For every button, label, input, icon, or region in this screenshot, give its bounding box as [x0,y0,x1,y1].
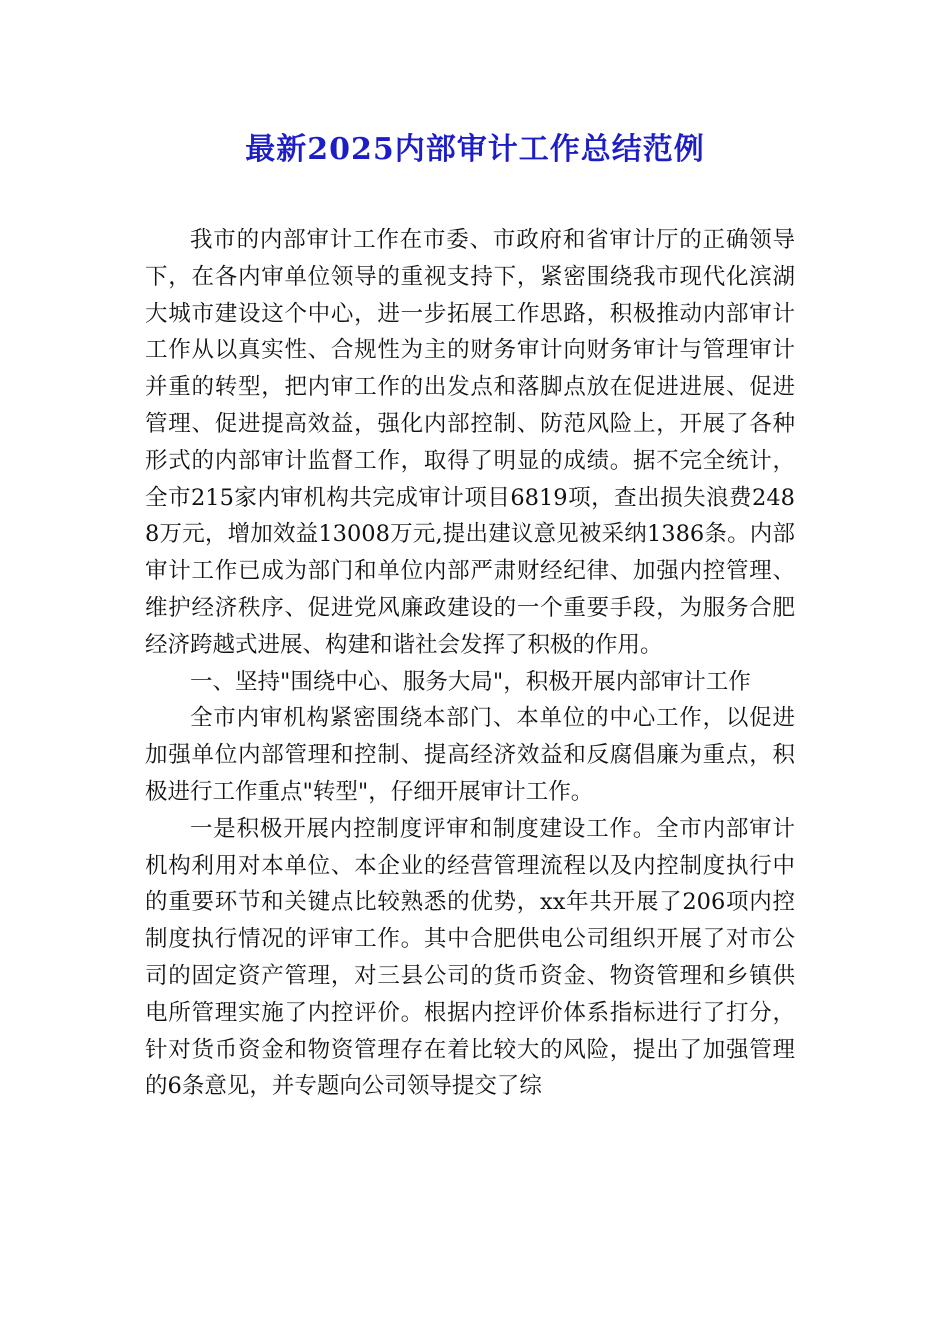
section-heading-1: 一、坚持"围绕中心、服务大局"，积极开展内部审计工作 [190,668,751,695]
document-title: 最新2025内部审计工作总结范例 [245,132,705,167]
document-body [145,222,795,1105]
paragraph-section-1: 全市内审机构紧密围绕本部门、本单位的中心工作，以促进加强单位内部管理和控制、提高经济效益和反腐倡廉为重点，积极进行工作重点"转型"，仔细开展审计工作。 [145,705,795,805]
paragraph-intro: 我市的内部审计工作在市委、市政府和省审计厅的正确领导下，在各内审单位领导的重视支持下，紧密围绕我市现代化滨湖大城市建设这个中心，进一步拓展工作思路，积极推动内部审计工作从以真实性、合规性为主的财务审计向财务审计与管理审计并重的转型，把内审工作的出发点和落脚点放在促进进展、促进管理、促进提高效益，强化内部控制、防范风险上，开展了各种形式的内部审计监督工作，取得了明显的成绩。据不完全统计，全市215家内审机构共完成审计项目6819项，查出损失浪费2488万元，增加效益13008万元,提出建议意见被采纳1386条。内部审计工作已成为部门和单位内部严肃财经纪律、加强内控管理、维护经济秩序、促进党风廉政建设的一个重要手段，为服务合肥经济跨越式进展、构建和谐社会发挥了积极的作用。 [145,227,795,658]
paragraph-point-1: 一是积极开展内控制度评审和制度建设工作。全市内部审计机构利用对本单位、本企业的经营管理流程以及内控制度执行中的重要环节和关键点比较熟悉的优势，xx年共开展了206项内控制度执行情况的评审工作。其中合肥供电公司组织开展了对市公司的固定资产管理，对三县公司的货币资金、物资管理和乡镇供电所管理实施了内控评价。根据内控评价体系指标进行了打分，针对货币资金和物资管理存在着比较大的风险，提出了加强管理的6条意见，并专题向公司领导提交了综 [145,815,795,1100]
